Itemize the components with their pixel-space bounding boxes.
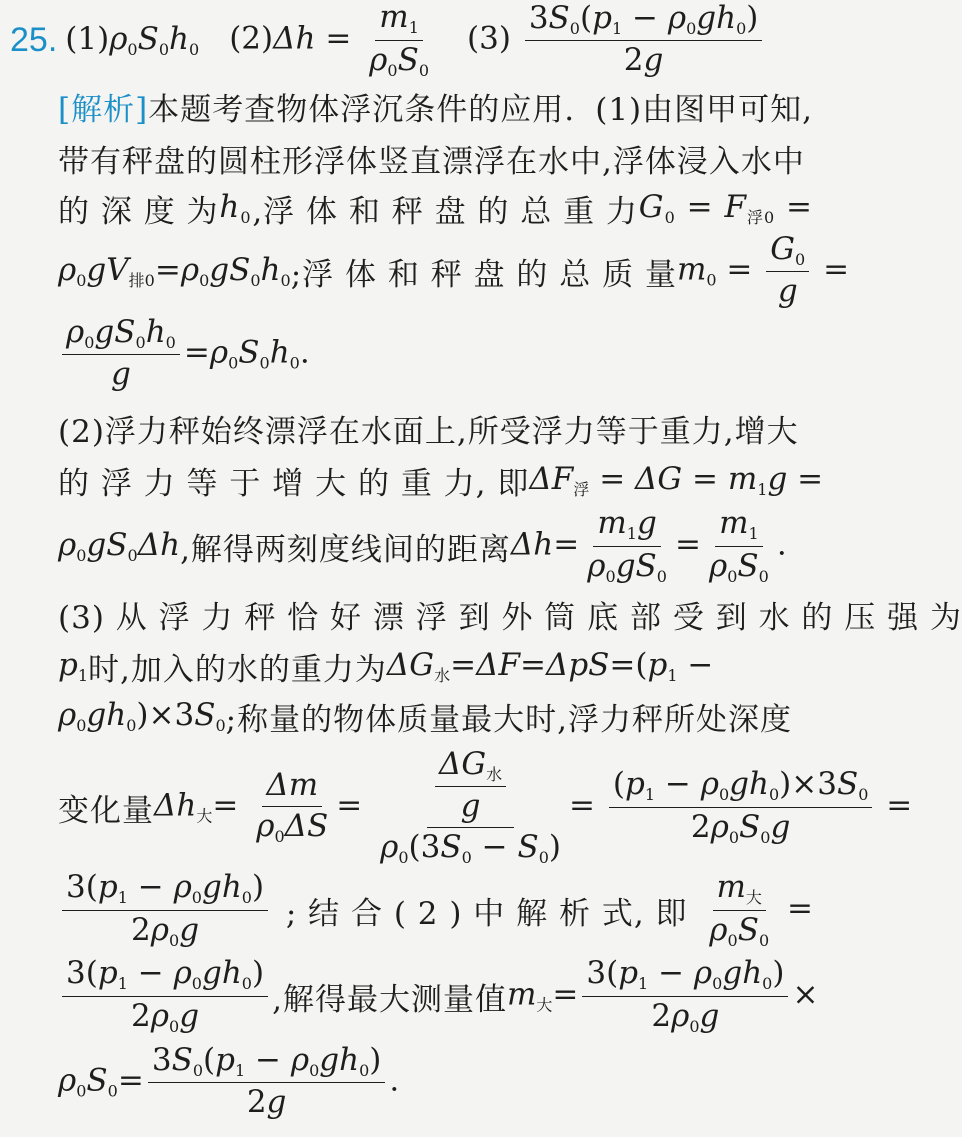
part3-line-2: $p_1$ 时,加入的水的重力为 $\Delta G_水=\Delta F=\Delta pS=(p_1$ − (58, 646, 714, 688)
analysis-line-2: 带有秤盘的圆柱形浮体竖直漂浮在水中,浮体浸入水中 (58, 143, 805, 180)
question-number: 25. (10, 20, 58, 59)
part2-line-1: (2)浮力秤始终漂浮在水面上,所受浮力等于重力,增大 (58, 413, 799, 450)
analysis-line-4: $\rho_0gV_{排0}=\rho_0gS_0h_0$ ;浮 体 和 秤 盘 的 总 质 量 $m_0$ = $\frac{G_0}{g}$ = (58, 230, 850, 310)
answer-3: (3) $\frac{3S_0(p_1 - \rho_0gh_0)}{2g}$ (467, 1, 766, 79)
analysis-line-5: $\frac{\rho_0gS_0h_0}{g}$ $=\rho_0S_0h_0$. (58, 316, 813, 392)
part3-line-1: (3) 从 浮 力 秤 恰 好 漂 浮 到 外 筒 底 部 受 到 水 的 压 强 为 (58, 599, 962, 636)
part3-line-5: $\frac{3(p_1 - \rho_0gh_0)}{2\rho_0g}$ ; 结 合 ( 2 ) 中 解 析 式, 即 $\frac{m_大}{\rho_0S_0}$ = (58, 872, 813, 948)
part3-line-3: $\rho_0gh_0)\times 3S_0$ ;称量的物体质量最大时,浮力秤所处深度 (58, 697, 792, 738)
part3-line-4: 变化量 $\Delta h_大=$ $\frac{\Delta m}{\rho_0\Delta S}$ = $\frac{\frac{\Delta G_水}{g}}{\rho_0(3S_0 - S_0)}$ = $\frac{(p_1 - \rho_0gh_0)\times 3S_0}{2\rho_0S_0g}$ = (58, 745, 913, 867)
answer-1: $(1)\rho_0S_0h_0$ (65, 21, 200, 59)
answer-2: (2)Δh = $\frac{m_1}{\rho_0S_0}$ (229, 0, 430, 80)
part2-line-2: 的 浮 力 等 于 增 大 的 重 力, 即 $\Delta F_浮 = \Delta G = m_1g$ = (58, 460, 824, 502)
part2-line-3: $\rho_0gS_0\Delta h$ ,解得两刻度线间的距离 Δh= $\frac{m_1g}{\rho_0gS_0}$ = $\frac{m_1}{\rho_0S_0}$ . (58, 505, 787, 586)
analysis-line-1: [解析]本题考查物体浮沉条件的应用. (1)由图甲可知, (58, 91, 813, 128)
analysis-tag: [解析] (58, 91, 149, 128)
answer-line (10, 0, 813, 80)
analysis-line-3: 的 深 度 为 $h_0$ ,浮 体 和 秤 盘 的 总 重 力 $G_0 = F_{浮0}$ = (58, 188, 813, 230)
part3-line-6: $\frac{3(p_1 - \rho_0gh_0)}{2\rho_0g}$ ,解得最大测量值 $m_大=$ $\frac{3(p_1 - \rho_0gh_0)}{2\rho_0g}$ × (58, 958, 813, 1034)
part3-line-7: $\rho_0S_0=$ $\frac{3S_0(p_1 - \rho_0gh_0)}{2g}$ . (58, 1041, 400, 1121)
